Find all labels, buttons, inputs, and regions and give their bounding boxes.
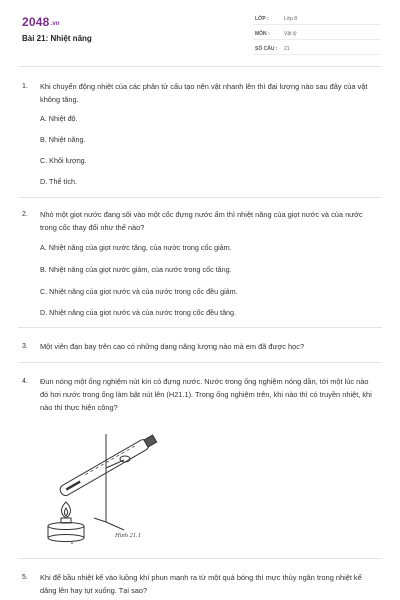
- question-text: Khi để bầu nhiệt kế vào luồng khí phun mạnh ra từ một quả bóng thì mực thủy ngân trong nhiệt kế dâng lên hay tụt xuống. Tại sao?: [40, 573, 362, 595]
- lesson-title: Bài 21: Nhiệt năng: [22, 34, 92, 43]
- burner-top: [48, 523, 84, 530]
- question-text: Khi chuyển động nhiệt của các phân tử cấu tạo nên vật nhanh lên thì đại lượng nào sau đây của vật không tăng.: [40, 82, 368, 104]
- divider: [18, 362, 382, 363]
- option-1d: D. Thể tích.: [40, 177, 78, 186]
- meta-label: LỚP :: [255, 16, 269, 22]
- option-2d: D. Nhiệt năng của giọt nước và của nước trong cốc đều tăng.: [40, 308, 237, 317]
- divider: [18, 197, 382, 198]
- question-number: 4.: [22, 378, 28, 385]
- option-1c: C. Khối lượng.: [40, 156, 87, 165]
- logo-suffix: .vn: [50, 21, 60, 27]
- site-logo[interactable]: [22, 15, 60, 29]
- meta-row-question-count: [253, 44, 381, 55]
- meta-row-class: [253, 14, 381, 25]
- question-number: 5.: [22, 574, 28, 581]
- tube-stopper: [144, 435, 157, 447]
- meta-value: Vật lý: [284, 31, 297, 37]
- meta-value: Lớp 8: [284, 16, 298, 22]
- meta-label: MÔN :: [255, 31, 270, 37]
- option-1b: B. Nhiệt năng.: [40, 135, 86, 144]
- question-number: 1.: [22, 83, 28, 90]
- question-text: Một viên đạn bay trên cao có những dạng năng lượng nào mà em đã được học?: [40, 342, 305, 351]
- divider: [18, 558, 382, 559]
- flame-core: [65, 508, 68, 516]
- option-2a: A. Nhiệt năng của giọt nước tăng, của nước trong cốc giảm.: [40, 243, 232, 252]
- figure-caption: Hình 21.1: [115, 532, 141, 539]
- stand-base: [94, 518, 124, 530]
- question-text: Nhỏ một giọt nước đang sôi vào một cốc đựng nước ấm thì nhiệt năng của giọt nước và của nước trong cốc thay đổi như thế nào?: [40, 210, 363, 232]
- question-text: Đun nóng một ống nghiệm nút kín có đựng nước. Nước trong ống nghiệm nóng dần, tới một lúc nào đó hơi nước trong ống làm bật nút lên (H21.1). Trong ống nghiệm trên, khi nào thì có truyền nhiệt, khi nào thì thực hiện công?: [40, 377, 372, 412]
- option-2b: B. Nhiệt năng của giọt nước giảm, của nước trong cốc tăng.: [40, 265, 232, 274]
- logo-text: 2048: [22, 15, 50, 29]
- meta-label: SỐ CÂU :: [255, 46, 278, 52]
- question-number: 2.: [22, 211, 28, 218]
- meta-value: 21: [284, 46, 290, 52]
- divider: [18, 66, 382, 67]
- option-2c: C. Nhiệt năng của giọt nước và của nước trong cốc đều giảm.: [40, 287, 238, 296]
- burner-bottom: [48, 535, 84, 542]
- question-number: 3.: [22, 343, 28, 350]
- divider: [18, 327, 382, 328]
- page-header: [0, 0, 400, 62]
- test-tube: [58, 438, 150, 498]
- option-1a: A. Nhiệt độ.: [40, 114, 78, 123]
- test-tube-heating-icon: [30, 428, 175, 548]
- clamp-ring: [120, 456, 130, 462]
- meta-row-subject: [253, 29, 381, 40]
- water-in-tube: [66, 482, 80, 490]
